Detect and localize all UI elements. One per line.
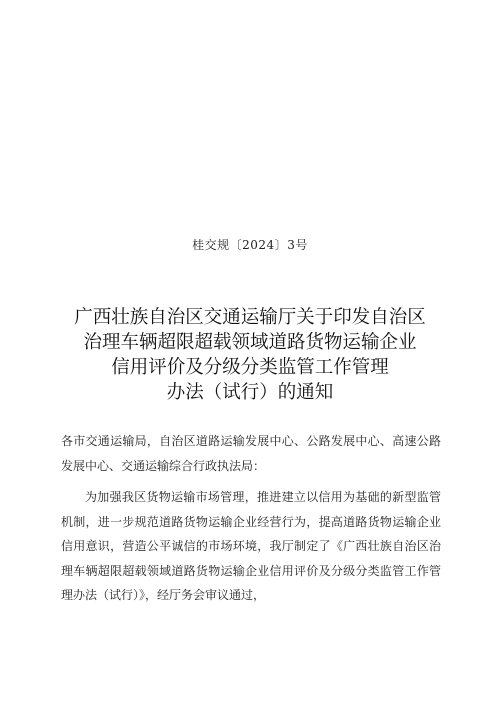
document-number: 桂交规〔2024〕3号 [192, 238, 308, 252]
recipients-paragraph: 各市交通运输局，自治区道路运输发展中心、公路发展中心、高速公路发展中心、交通运输综合行政执法局： [61, 434, 441, 473]
title-line-2: 治理车辆超限超载领域道路货物运输企业 [83, 332, 417, 353]
title-line-3: 信用评价及分级分类监管工作管理 [111, 357, 389, 378]
title-line-4: 办法（试行）的通知 [166, 382, 334, 403]
document-body [61, 429, 441, 608]
body-paragraph-1: 为加强我区货物运输市场管理，推进建立以信用为基础的新型监管机制，进一步规范道路货物运输企业经营行为，提高道路货物运输企业信用意识，营造公平诚信的市场环境，我厅制定了《广西壮族自治区治理车辆超限超载领域道路货物运输企业信用评价及分级分类监管工作管理办法（试行）》，经厅务会审议通过， [61, 490, 441, 602]
document-title [40, 305, 460, 405]
title-line-1: 广西壮族自治区交通运输厅关于印发自治区 [74, 307, 426, 328]
